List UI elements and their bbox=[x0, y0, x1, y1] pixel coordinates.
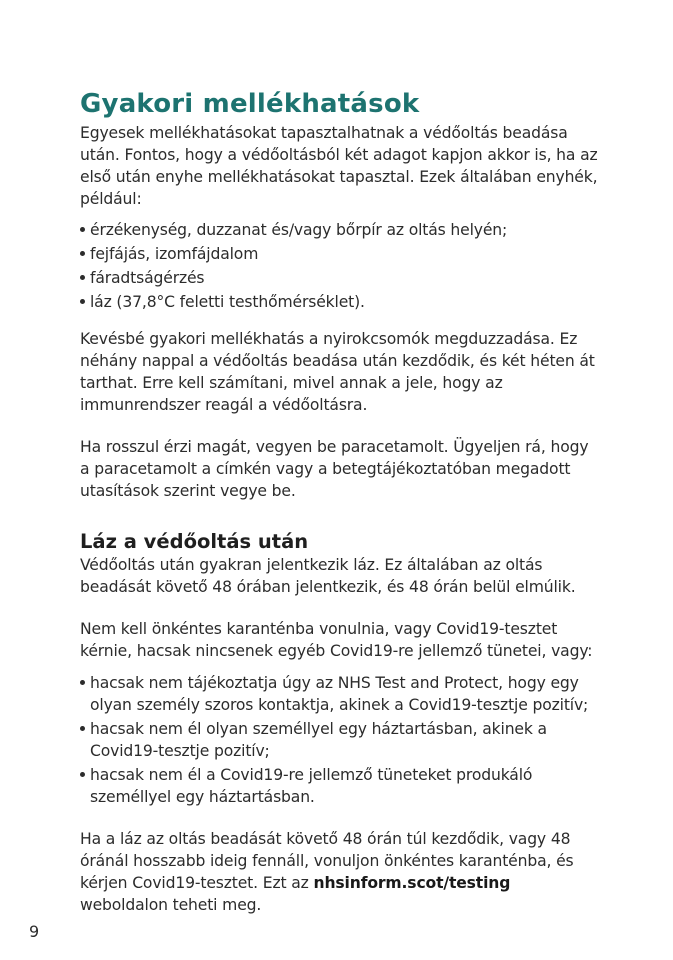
list-item: fáradtságérzés bbox=[80, 266, 600, 290]
side-effects-intro: Egyesek mellékhatásokat tapasztalhatnak a védőoltás beadása után. Fontos, hogy a védőoltásból két adagot kapjon akkor is, ha az első után enyhe mellékhatásokat tapasztal. Ezek általában enyhék, például: bbox=[80, 124, 598, 208]
list-item: hacsak nem él a Covid19-re jellemző tüneteket produkáló személlyel egy háztartásban. bbox=[80, 764, 600, 808]
list-item: hacsak nem él olyan személlyel egy háztartásban, akinek a Covid19-tesztje pozitív; bbox=[80, 718, 600, 762]
section-title-fever: Láz a védőoltás után bbox=[80, 530, 309, 553]
page-number: 9 bbox=[29, 922, 40, 941]
section-title-side-effects: Gyakori mellékhatások bbox=[80, 89, 420, 119]
testing-text-after: weboldalon teheti meg. bbox=[80, 896, 262, 914]
lymph-node-paragraph: Kevésbé gyakori mellékhatás a nyirokcsomók megduzzadása. Ez néhány nappal a védőoltás beadása után kezdődik, és két héten át tarthat. Erre kell számítani, mivel annak a jele, hogy az immunrendszer reagál a védőoltásra. bbox=[80, 330, 595, 414]
fever-intro: Védőoltás után gyakran jelentkezik láz. Ez általában az oltás beadását követő 48 órában jelentkezik, és 48 órán belül elmúlik. bbox=[80, 556, 576, 596]
page-content bbox=[80, 88, 600, 916]
testing-website-link[interactable]: nhsinform.scot/testing bbox=[313, 874, 511, 892]
testing-text-before: Ha a láz az oltás beadását követő 48 órán túl kezdődik, vagy 48 óránál hosszabb ideig fennáll, vonuljon önkéntes karanténba, és kérjen Covid19-tesztet. Ezt az bbox=[80, 830, 574, 892]
quarantine-paragraph: Nem kell önkéntes karanténba vonulnia, vagy Covid19-tesztet kérnie, hacsak nincsenek egyéb Covid19-re jellemző tünetei, vagy: bbox=[80, 620, 593, 660]
list-item: láz (37,8°C feletti testhőmérséklet). bbox=[80, 290, 600, 314]
quarantine-conditions-list bbox=[80, 672, 600, 808]
testing-paragraph bbox=[80, 828, 600, 916]
list-item: hacsak nem tájékoztatja úgy az NHS Test and Protect, hogy egy olyan személy szoros kontaktja, akinek a Covid19-tesztje pozitív; bbox=[80, 672, 600, 716]
side-effects-list bbox=[80, 218, 600, 314]
paracetamol-paragraph: Ha rosszul érzi magát, vegyen be paracetamolt. Ügyeljen rá, hogy a paracetamolt a címkén vagy a betegtájékoztatóban megadott utasítások szerint vegye be. bbox=[80, 438, 589, 500]
list-item: fejfájás, izomfájdalom bbox=[80, 242, 600, 266]
list-item: érzékenység, duzzanat és/vagy bőrpír az oltás helyén; bbox=[80, 218, 600, 242]
